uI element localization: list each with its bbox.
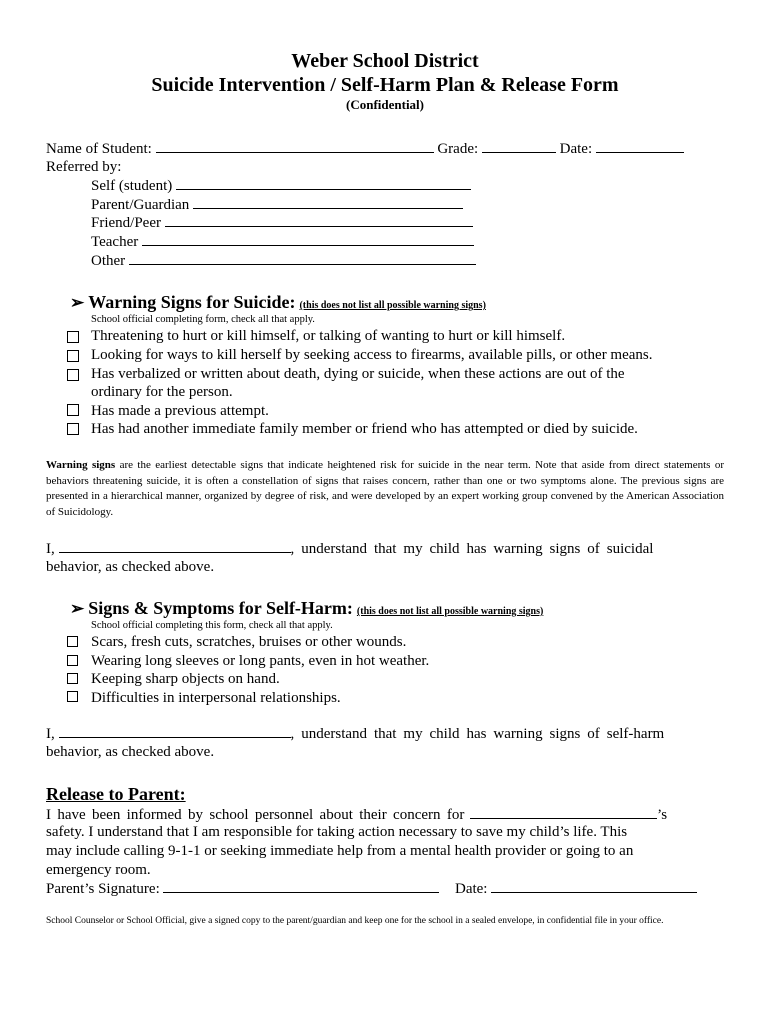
referral-other-label: Other [91, 253, 126, 269]
referral-teacher-row [91, 233, 474, 251]
district-title: Weber School District [291, 50, 479, 72]
referral-self-field[interactable] [176, 177, 471, 190]
warning-signs-heading [70, 292, 486, 313]
self-harm-ack-text: , understand that my child has warning signs of self-harm [290, 726, 665, 742]
warning-ack-line2: behavior, as checked above. [46, 559, 215, 575]
self-harm-checkbox-2[interactable] [67, 655, 78, 666]
warning-checkbox-2[interactable] [67, 350, 79, 362]
student-name-field[interactable] [156, 140, 434, 153]
self-harm-ack-name-field[interactable] [59, 725, 291, 738]
date-label: Date: [559, 141, 593, 157]
footer-note: School Counselor or School Official, give a signed copy to the parent/guardian and keep one for the school in a sealed envelope, in confidential file in your office. [46, 916, 664, 926]
self-harm-instruction: School official completing this form, check all that apply. [91, 620, 333, 631]
self-harm-heading [70, 598, 543, 619]
referral-teacher-label: Teacher [91, 234, 139, 250]
referral-other-row [91, 252, 476, 270]
warning-ack-name-field[interactable] [59, 540, 291, 553]
referral-parent-row [91, 196, 463, 214]
grade-label: Grade: [437, 141, 479, 157]
arrow-bullet-icon: ➢ [70, 293, 85, 312]
self-harm-checkbox-4[interactable] [67, 691, 78, 702]
warning-ack-prefix: I, [46, 541, 55, 557]
grade-field[interactable] [482, 140, 556, 153]
warning-item-4: Has made a previous attempt. [91, 403, 269, 419]
referral-teacher-field[interactable] [142, 233, 474, 246]
self-harm-item-3: Keeping sharp objects on hand. [91, 671, 280, 687]
student-name-row [46, 140, 684, 158]
date-field[interactable] [596, 140, 684, 153]
warning-checkbox-4[interactable] [67, 404, 79, 416]
self-harm-checkbox-3[interactable] [67, 673, 78, 684]
referral-other-field[interactable] [129, 252, 476, 265]
parent-signature-field[interactable] [163, 880, 439, 893]
referral-self-row [91, 177, 471, 195]
release-title: Release to Parent: [46, 784, 186, 804]
warning-signs-note: (this does not list all possible warning signs) [299, 300, 486, 311]
student-name-label: Name of Student: [46, 141, 152, 157]
self-harm-item-1: Scars, fresh cuts, scratches, bruises or other wounds. [91, 634, 407, 650]
release-line-1b: ’s [657, 807, 668, 823]
parent-signature-label: Parent’s Signature: [46, 881, 160, 897]
warning-signs-bold: Warning signs [46, 459, 116, 471]
self-harm-item-2: Wearing long sleeves or long pants, even in hot weather. [91, 653, 430, 669]
warning-signs-explanation-text: are the earliest detectable signs that indicate heightened risk for suicide in the near term. Note that aside from direct statements or behaviors threatening suicide, it is often a constellation of signs that raises concern, rather than one or two symptoms alone. The previous signs are presented in a hierarchical manner, organized by degree of risk, and were developed by an expert working group convened by the American Association of Suicidology. [46, 459, 724, 518]
referral-parent-label: Parent/Guardian [91, 197, 190, 213]
confidential-label: (Confidential) [346, 97, 424, 112]
release-line-3: may include calling 9-1-1 or seeking immediate help from a mental health provider or going to an [46, 843, 634, 859]
parent-signature-row [46, 880, 697, 898]
warning-checkbox-3[interactable] [67, 369, 79, 381]
warning-ack-text: , understand that my child has warning signs of suicidal [290, 541, 654, 557]
referral-self-label: Self (student) [91, 178, 173, 194]
arrow-bullet-icon: ➢ [70, 599, 85, 618]
release-line-2: safety. I understand that I am responsible for taking action necessary to save my child’s life. This [46, 824, 628, 840]
referred-by-label: Referred by: [46, 159, 122, 175]
referral-parent-field[interactable] [193, 196, 463, 209]
release-date-field[interactable] [491, 880, 697, 893]
referral-friend-label: Friend/Peer [91, 215, 161, 231]
release-line-4: emergency room. [46, 862, 151, 878]
form-title: Suicide Intervention / Self-Harm Plan & Release Form [151, 74, 619, 96]
self-harm-ack-line [46, 725, 724, 743]
warning-signs-explanation [46, 458, 724, 520]
referral-friend-row [91, 214, 473, 232]
self-harm-item-4: Difficulties in interpersonal relationships. [91, 690, 341, 706]
warning-signs-title: Warning Signs for Suicide: [88, 292, 296, 312]
release-date-label: Date: [454, 881, 488, 897]
warning-item-1: Threatening to hurt or kill himself, or talking of wanting to hurt or kill himself. [91, 328, 566, 344]
warning-checkbox-1[interactable] [67, 331, 79, 343]
warning-item-3-continued: ordinary for the person. [91, 384, 233, 400]
self-harm-ack-prefix: I, [46, 726, 55, 742]
self-harm-note: (this does not list all possible warning signs) [356, 606, 544, 617]
self-harm-title: Signs & Symptoms for Self-Harm: [88, 598, 353, 618]
release-line-1 [46, 806, 724, 824]
release-line-1a: I have been informed by school personnel about their concern for [46, 807, 465, 823]
warning-item-5: Has had another immediate family member or friend who has attempted or died by suicide. [91, 421, 638, 437]
warning-checkbox-5[interactable] [67, 423, 79, 435]
release-student-name-field[interactable] [470, 806, 657, 819]
self-harm-ack-line2: behavior, as checked above. [46, 744, 215, 760]
warning-signs-instruction: School official completing form, check all that apply. [91, 314, 315, 325]
warning-item-3: Has verbalized or written about death, dying or suicide, when these actions are out of the [91, 366, 625, 382]
self-harm-checkbox-1[interactable] [67, 636, 78, 647]
warning-ack-line [46, 540, 724, 558]
referral-friend-field[interactable] [165, 214, 473, 227]
warning-item-2: Looking for ways to kill herself by seeking access to firearms, available pills, or other means. [91, 347, 653, 363]
